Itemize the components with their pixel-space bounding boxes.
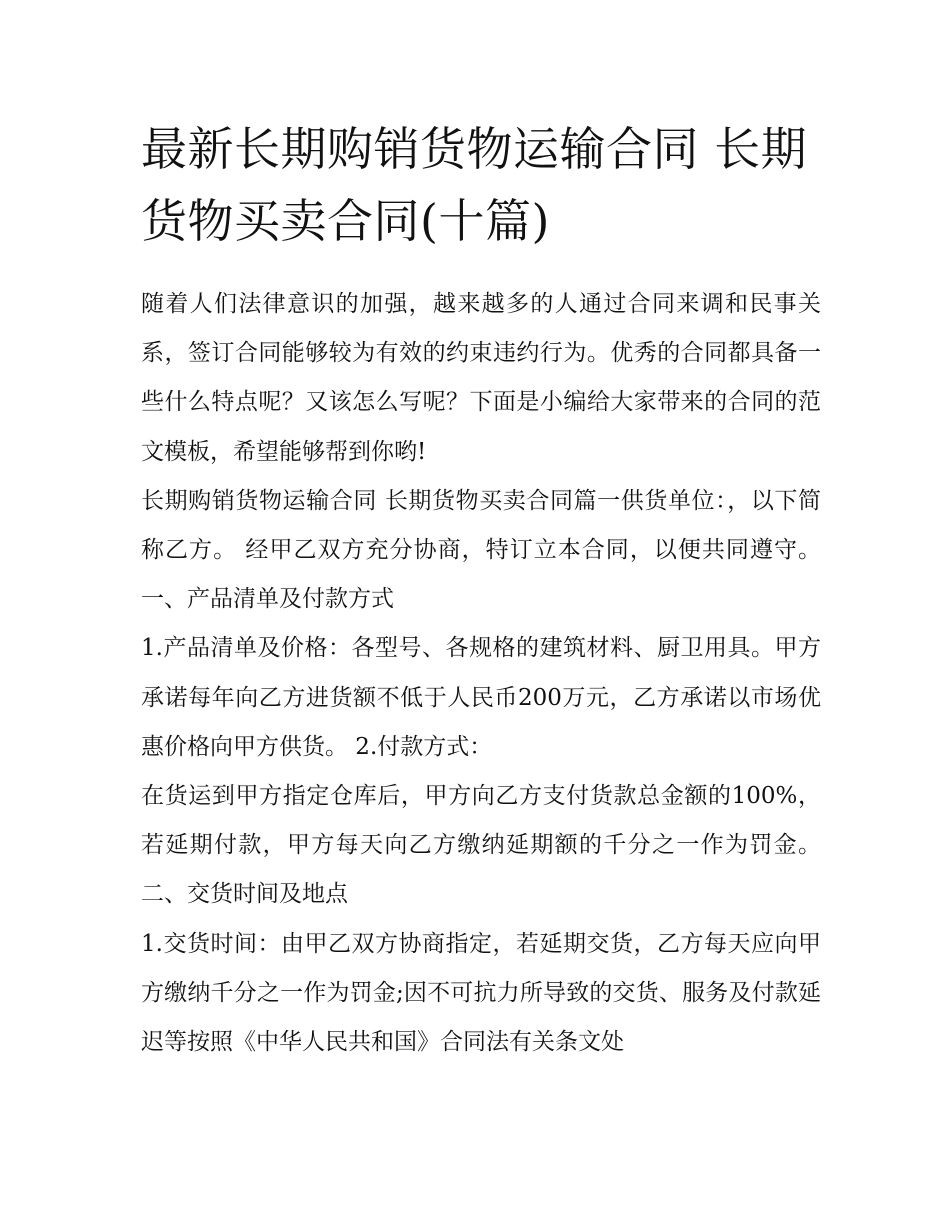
product-list-paragraph: 1.产品清单及价格：各型号、各规格的建筑材料、厨卫用具。甲方承诺每年向乙方进货额不低于人民币200万元，乙方承诺以市场优惠价格向甲方供货。 2.付款方式： xyxy=(141,635,821,760)
delivery-time-paragraph: 1.交货时间：由甲乙双方协商指定，若延期交货，乙方每天应向甲方缴纳千分之一作为罚金;因不可抗力所导致的交货、服务及付款延迟等按照《中华人民共和国》合同法有关条文处 xyxy=(141,930,821,1056)
document-body xyxy=(141,280,821,1067)
document-title: 最新长期购销货物运输合同 长期货物买卖合同(十篇) xyxy=(141,122,808,248)
intro-paragraph: 随着人们法律意识的加强，越来越多的人通过合同来调和民事关系，签订合同能够较为有效的约束违约行为。优秀的合同都具备一些什么特点呢？又该怎么写呢？下面是小编给大家带来的合同的范文模板，希望能够帮到你哟! xyxy=(141,291,821,465)
contract-opening-paragraph: 长期购销货物运输合同 长期货物买卖合同篇一供货单位：，以下简称乙方。 经甲乙双方充分协商，特订立本合同，以便共同遵守。 一、产品清单及付款方式 xyxy=(141,487,821,613)
payment-paragraph: 在货运到甲方指定仓库后，甲方向乙方支付货款总金额的100%，若延期付款，甲方每天向乙方缴纳延期额的千分之一作为罚金。 二、交货时间及地点 xyxy=(141,783,821,908)
